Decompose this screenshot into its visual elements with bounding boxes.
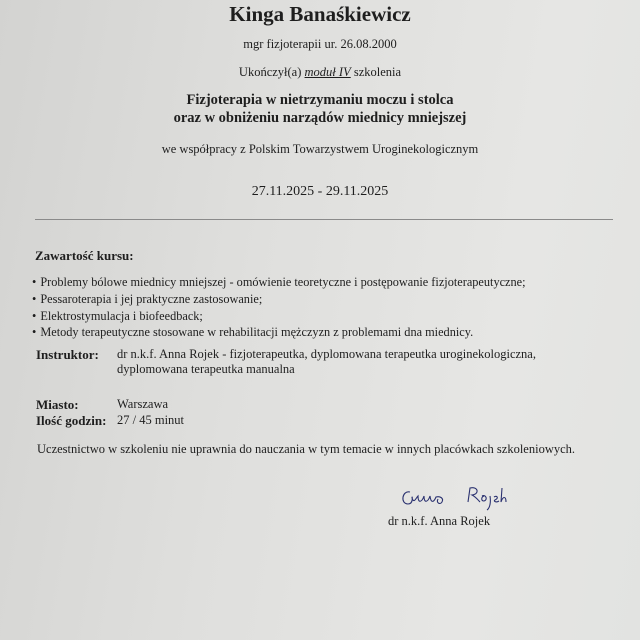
hours-label: Ilość godzin:	[36, 413, 107, 428]
content-item: • Metody terapeutyczne stosowane w rehabilitacji mężczyzn z problemami dna miednicy.	[32, 325, 473, 340]
module-label: moduł IV	[304, 65, 351, 79]
city-value: Warszawa	[117, 397, 169, 411]
cooperation-line: we współpracy z Polskim Towarzystwem Uroginekologicznym	[161, 142, 479, 156]
course-title-line-2: oraz w obniżeniu narządów miednicy mniejszej	[173, 110, 467, 126]
city-label: Miasto:	[36, 397, 79, 412]
instructor-label: Instruktor:	[36, 347, 99, 362]
hours-value: 27 / 45 minut	[117, 413, 185, 427]
participant-name: Kinga Banaśkiewicz	[229, 2, 411, 26]
content-item: • Pessaroterapia i jej praktyczne zastosowanie;	[32, 292, 262, 307]
divider	[35, 219, 613, 220]
degree-line: mgr fizjoterapii ur. 26.08.2000	[243, 37, 397, 51]
signature-name: dr n.k.f. Anna Rojek	[388, 514, 491, 528]
disclaimer: Uczestnictwo w szkoleniu nie uprawnia do nauczania w tym temacie w innych placówkach szkoleniowych.	[37, 442, 576, 456]
course-dates: 27.11.2025 - 29.11.2025	[251, 184, 389, 199]
content-item: • Elektrostymulacja i biofeedback;	[32, 309, 203, 324]
completed-line	[0, 65, 640, 80]
signature-image	[398, 484, 513, 512]
content-item: • Problemy bólowe miednicy mniejszej - omówienie teoretyczne i postępowanie fizjoterapeutyczne;	[32, 275, 526, 290]
completed-prefix: Ukończył(a)	[238, 65, 302, 79]
completed-suffix: szkolenia	[353, 65, 402, 79]
instructor-line-2: dyplomowana terapeutka manualna	[117, 362, 295, 376]
course-title-line-1: Fizjoterapia w nietrzymaniu moczu i stolca	[186, 92, 454, 108]
content-heading: Zawartość kursu:	[35, 248, 134, 263]
instructor-line-1: dr n.k.f. Anna Rojek - fizjoterapeutka, dyplomowana terapeutka uroginekologiczna,	[117, 347, 536, 361]
